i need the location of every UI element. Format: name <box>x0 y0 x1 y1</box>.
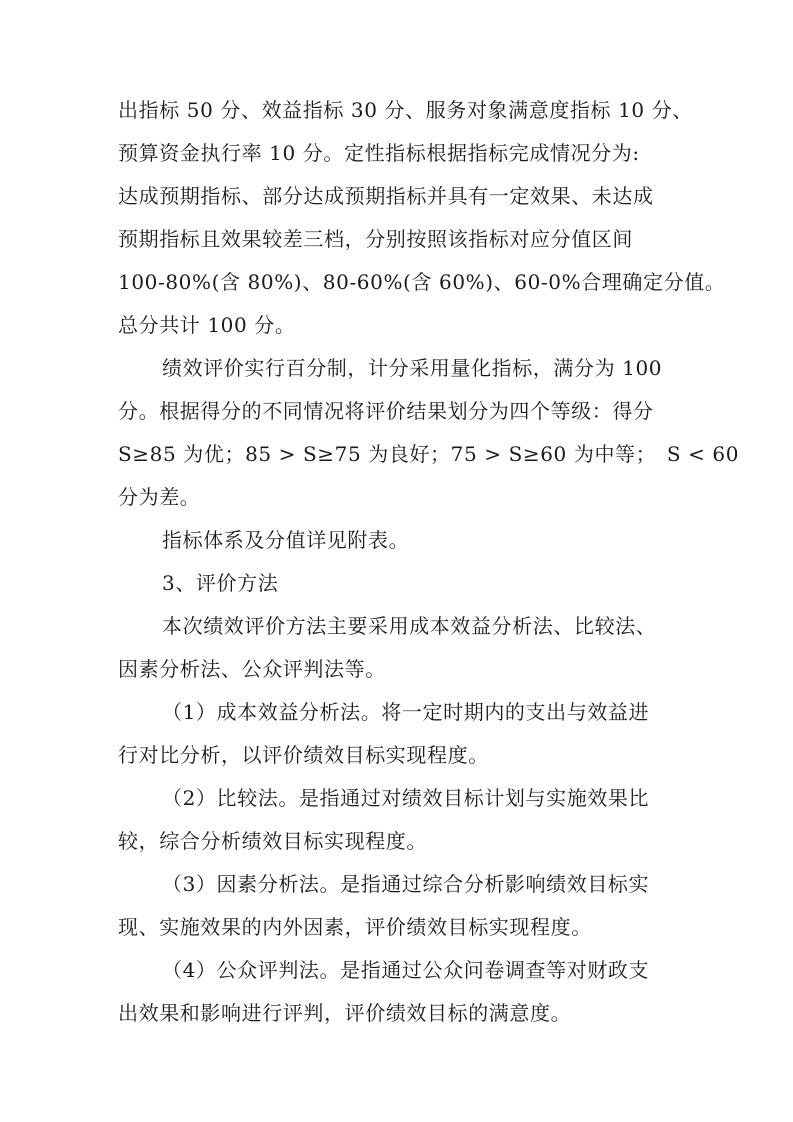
method-item-4: （4）公众评判法。是指通过公众问卷调查等对财政支 <box>162 958 650 982</box>
paragraph-first-line: 指标体系及分值详见附表。 <box>162 528 410 552</box>
paragraph-first-line: 绩效评价实行百分制，计分采用量化指标，满分为 100 <box>162 356 663 380</box>
text-line: S≥85 为优；85 > S≥75 为良好；75 > S≥60 为中等； S < 60 <box>118 442 740 466</box>
text-line: 总分共计 100 分。 <box>118 313 296 337</box>
method-item-3: （3）因素分析法。是指通过综合分析影响绩效目标实 <box>162 872 650 896</box>
method-item-1: （1）成本效益分析法。将一定时期内的支出与效益进 <box>162 700 650 724</box>
text-line: 行对比分析，以评价绩效目标实现程度。 <box>118 743 489 767</box>
method-item-2: （2）比较法。是指通过对绩效目标计划与实施效果比 <box>162 786 650 810</box>
text-line: 出效果和影响进行评判，评价绩效目标的满意度。 <box>118 1001 572 1025</box>
text-line: 较，综合分析绩效目标实现程度。 <box>118 829 427 853</box>
text-line: 现、实施效果的内外因素，评价绩效目标实现程度。 <box>118 915 592 939</box>
paragraph-first-line: 本次绩效评价方法主要采用成本效益分析法、比较法、 <box>162 614 657 638</box>
text-line: 100-80%(含 80%)、80-60%(含 60%)、60-0%合理确定分值。 <box>118 270 726 294</box>
text-line: 分为差。 <box>118 485 201 509</box>
text-line: 达成预期指标、部分达成预期指标并具有一定效果、未达成 <box>118 184 654 208</box>
text-line: 预期指标且效果较差三档，分别按照该指标对应分值区间 <box>118 227 633 251</box>
text-line: 分。根据得分的不同情况将评价结果划分为四个等级：得分 <box>118 399 654 423</box>
text-line: 出指标 50 分、效益指标 30 分、服务对象满意度指标 10 分、 <box>118 98 693 122</box>
text-line: 因素分析法、公众评判法等。 <box>118 657 386 681</box>
section-heading: 3、评价方法 <box>162 571 279 595</box>
text-line: 预算资金执行率 10 分。定性指标根据指标完成情况分为: <box>118 141 640 165</box>
